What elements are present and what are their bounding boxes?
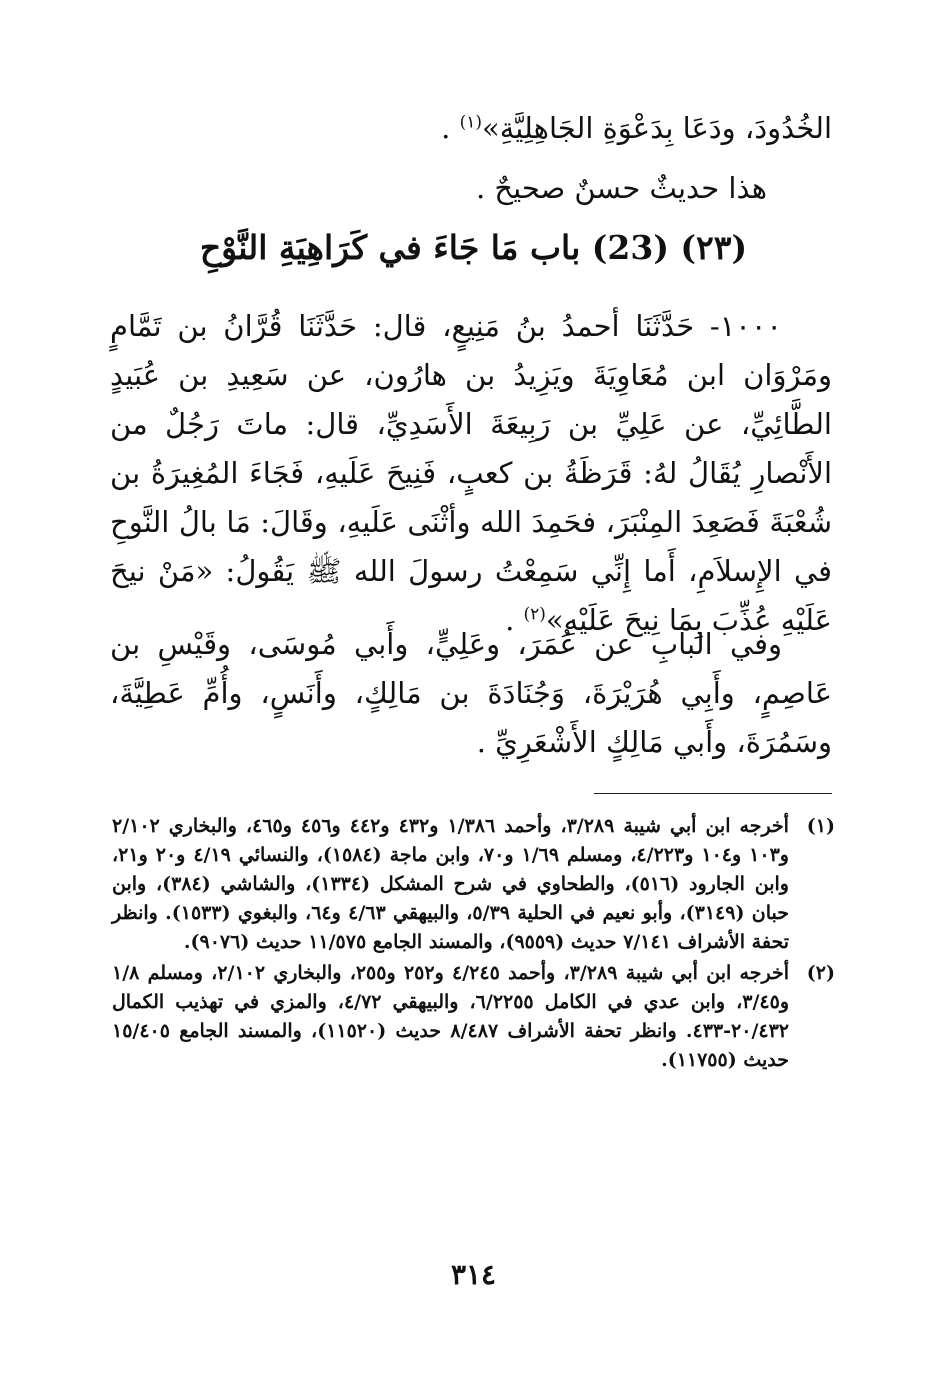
footnote-ref[interactable]: (٢) <box>523 604 546 625</box>
hadith-text: ١٠٠٠- حَدَّثَنَا أحمدُ بنُ مَنِيعٍ، قال: حَدَّثَنَا قُرَّانُ بن تَمَّامٍ ومَرْوَان ابن مُعَاوِيَةَ ويَزِيدُ بن هارُون، عن سَعِيدِ بن عُبَيدٍ الطَّائِيِّ، عن عَلِيِّ بن رَبِيعَةَ الأَسَدِيِّ، قال: ماتَ رَجُلٌ من الأَنْصارِ يُقَالُ لهُ: قَرَظَةُ بن كعبٍ، فَنِيحَ عَلَيهِ، فَجَاءَ المُغِيرَةُ بن شُعْبَةَ فَصَعِدَ المِنْبَرَ، فحَمِدَ الله وأثْنَى عَلَيهِ، وقَالَ: مَا بالُ النَّوحِ في الإِسلاَمِ، أَما إِنِّي سَمِعْتُ رسولَ الله ﷺ يَقُولُ: «مَنْ نيحَ عَلَيْهِ عُذِّبَ بِمَا نِيحَ عَلَيْهِ» <box>110 309 832 637</box>
continuation-text: الخُدُودَ، ودَعَا بِدَعْوَةِ الجَاهِلِيَّةِ» <box>482 111 832 145</box>
chapter-heading: (٢٣) (23) باب مَا جَاءَ في كَرَاهِيَةِ النَّوْحِ <box>199 228 748 267</box>
bab-note-paragraph: وفي البابِ عن عُمَرَ، وعَلِيٍّ، وأَبي مُوسَى، وقَيْسِ بن عَاصِمٍ، وأَبِي هُرَيْرَةَ، وَجُنَادَةَ بن مَالِكٍ، وأَنَسٍ، وأُمِّ عَطِيَّةَ، وسَمُرَةَ، وأَبي مَالِكٍ الأَشْعَرِيِّ . <box>110 627 832 759</box>
footnote-1 <box>112 812 835 957</box>
footnote-2 <box>112 959 835 1075</box>
hadith-paragraph <box>110 302 832 645</box>
hadith-end: . <box>505 603 524 637</box>
footnote-text: أخرجه ابن أبي شيبة ٣/٢٨٩، وأحمد ٤/٢٤٥ و٢٥٢ و٢٥٥، والبخاري ٢/١٠٢، ومسلم ١/٨ و٣/٤٥، وابن عدي في الكامل ٦/٢٢٥٥، والبيهقي ٤/٧٢، والمزي في تهذيب الكمال ٢٠/٤٣٢-٤٣٣. وانظر تحفة الأشراف ٨/٤٨٧ حديث (١١٥٢٠)، والمسند الجامع ١٥/٤٠٥ حديث (١١٧٥٥). <box>112 962 789 1071</box>
footnote-text: أخرجه ابن أبي شيبة ٣/٢٨٩، وأحمد ١/٣٨٦ و٤٣٢ و٤٤٢ و٤٥٦ و٤٦٥، والبخاري ٢/١٠٢ و١٠٣ و١٠٤ و٤/٢٢٣، ومسلم ١/٦٩ و٧٠، وابن ماجة (١٥٨٤)، والنسائي ٤/١٩ و٢٠ و٢١، وابن الجارود (٥١٦)، والطحاوي في شرح المشكل (١٣٣٤)، والشاشي (٣٨٤)، وابن حبان (٣١٤٩)، وأبو نعيم في الحلية ٥/٣٩، والبيهقي ٤/٦٣ و٦٤، والبغوي (١٥٣٣). وانظر تحفة الأشراف ٧/١٤١ حديث (٩٥٥٩)، والمسند الجامع ١١/٥٧٥ حديث (٩٠٧٦). <box>112 815 789 953</box>
hadith-grading: هذا حديثٌ حسنٌ صحيحٌ . <box>475 171 767 205</box>
footnote-number: (١) <box>806 815 835 837</box>
footnote-ref[interactable]: (١) <box>459 112 483 133</box>
page-number: ٣١٤ <box>450 1258 497 1291</box>
continuation-end: . <box>441 111 460 145</box>
footnote-number: (٢) <box>806 962 835 984</box>
footnote-divider <box>594 793 832 794</box>
footnotes <box>112 812 835 1077</box>
continuation-line <box>115 108 832 148</box>
